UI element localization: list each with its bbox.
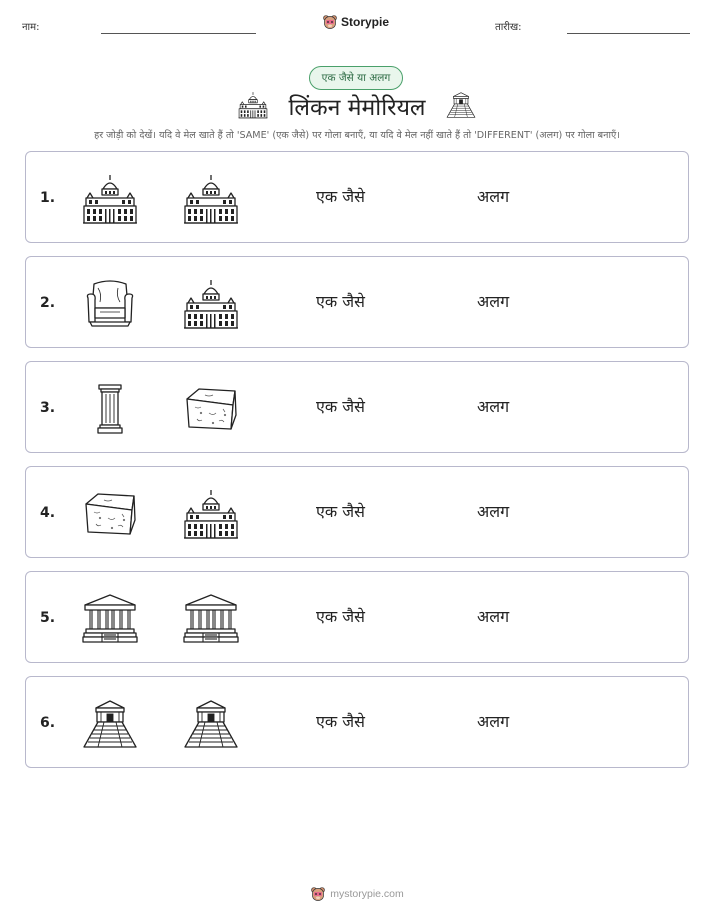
capitol-icon <box>82 173 138 225</box>
memorial-steps-icon <box>82 698 138 750</box>
pair-card <box>25 256 689 348</box>
pair-number: 2. <box>40 295 56 311</box>
marble-block-icon <box>183 383 239 435</box>
capitol-icon <box>183 278 239 330</box>
different-option[interactable]: अलग <box>477 187 510 206</box>
pair-card <box>25 466 689 558</box>
same-option[interactable]: एक जैसे <box>316 397 365 416</box>
same-option[interactable]: एक जैसे <box>316 607 365 626</box>
instructions: हर जोड़ी को देखें। यदि वे मेल खाते हैं तो 'SAME' (एक जैसे) पर गोला बनाएँ, या यदि वे मेल नहीं खाते हैं तो 'DIFFERENT' (अलग) पर गोला बनाएँ। <box>94 130 620 141</box>
pair-card <box>25 361 689 453</box>
different-option[interactable]: अलग <box>477 397 510 416</box>
capitol-icon <box>183 488 239 540</box>
name-label: नाम: <box>22 22 40 33</box>
capitol-icon <box>183 173 239 225</box>
memorial-temple-icon <box>183 593 239 645</box>
different-option[interactable]: अलग <box>477 502 510 521</box>
brand-name: Storypie <box>341 15 390 29</box>
different-option[interactable]: अलग <box>477 292 510 311</box>
memorial-temple-icon <box>82 593 138 645</box>
footer-url: mystorypie.com <box>330 888 404 900</box>
page-title: लिंकन मेमोरियल <box>288 95 426 121</box>
pair-number: 1. <box>40 190 56 206</box>
different-option[interactable]: अलग <box>477 712 510 731</box>
bear-mascot-icon <box>310 886 326 902</box>
date-line <box>567 33 690 34</box>
pair-card <box>25 151 689 243</box>
pair-number: 3. <box>40 400 56 416</box>
worksheet-type-badge: एक जैसे या अलग <box>309 66 403 90</box>
marble-block-icon <box>82 488 138 540</box>
same-option[interactable]: एक जैसे <box>316 712 365 731</box>
footer <box>0 886 714 902</box>
pair-card <box>25 571 689 663</box>
column-icon <box>82 383 138 435</box>
pair-number: 4. <box>40 505 56 521</box>
bear-mascot-icon <box>322 14 338 30</box>
pair-card <box>25 676 689 768</box>
different-option[interactable]: अलग <box>477 607 510 626</box>
pair-number: 6. <box>40 715 56 731</box>
memorial-steps-icon <box>183 698 239 750</box>
same-option[interactable]: एक जैसे <box>316 292 365 311</box>
pair-number: 5. <box>40 610 56 626</box>
armchair-icon <box>82 278 138 330</box>
name-line <box>101 33 256 34</box>
same-option[interactable]: एक जैसे <box>316 502 365 521</box>
date-label: तारीख: <box>495 22 522 33</box>
brand-logo <box>322 14 389 30</box>
memorial-steps-icon <box>446 90 476 124</box>
same-option[interactable]: एक जैसे <box>316 187 365 206</box>
